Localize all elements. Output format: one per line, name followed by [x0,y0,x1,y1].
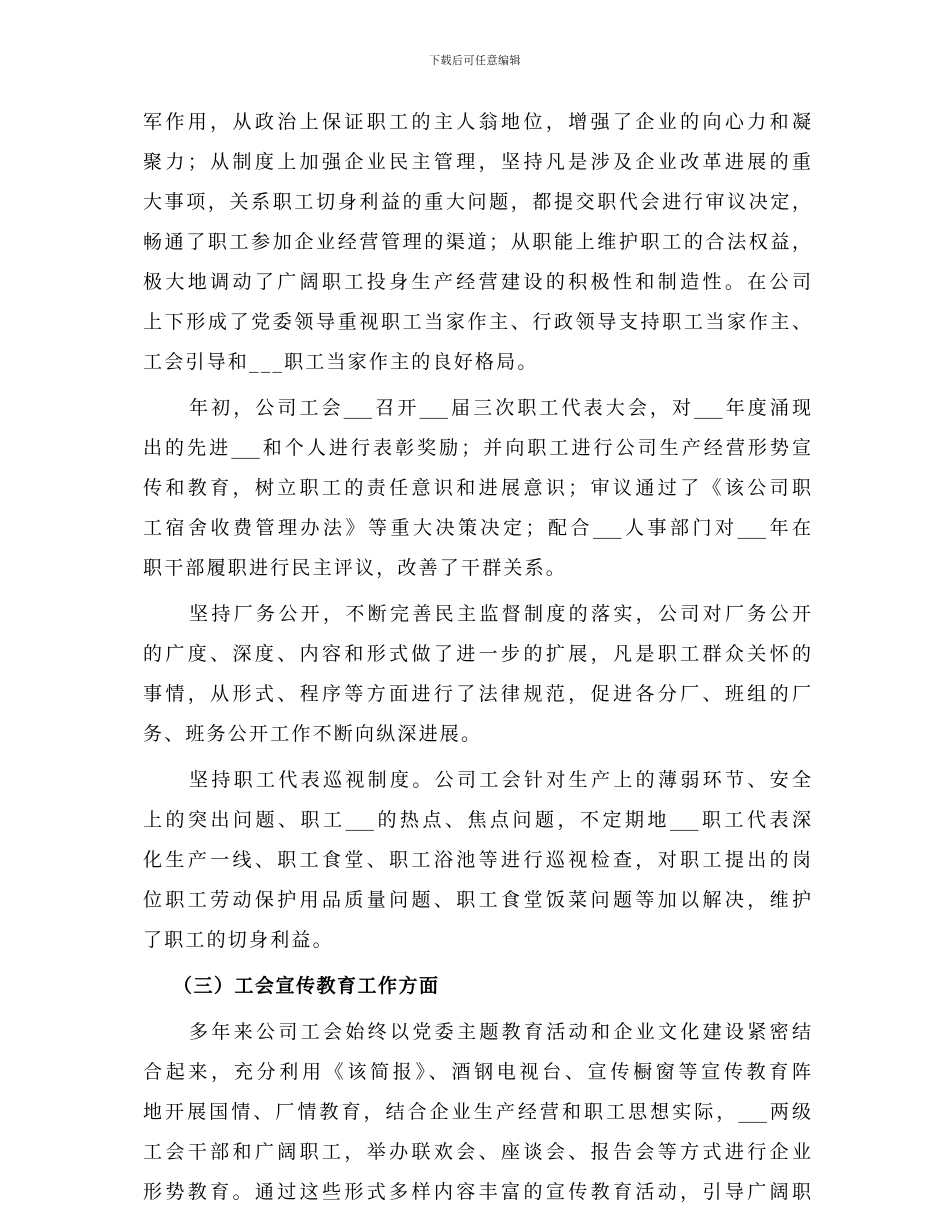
text-line: 职干部履职进行民主评议，改善了干群关系。 [143,557,568,579]
text-line: 化生产一线、职工食堂、职工浴池等进行巡视检查，对职工提出的岗 [143,849,811,871]
text-line: 上下形成了党委领导重视职工当家作主、行政领导支持职工当家作主、 [143,311,811,333]
text-line: 聚力；从制度上加强企业民主管理，坚持凡是涉及企业改革进展的重 [143,151,811,173]
text-line: 了职工的切身利益。 [143,929,334,951]
text-line: 工会干部和广阔职工，举办联欢会、座谈会、报告会等方式进行企业 [143,1141,811,1163]
text-line: 大事项，关系职工切身利益的重大问题，都提交职代会进行审议决定， [143,191,811,213]
text-line: 工会引导和___职工当家作主的良好格局。 [143,351,539,373]
paragraph-first-line: 坚持职工代表巡视制度。公司工会针对生产上的薄弱环节、安全 [189,769,811,791]
text-line: 军作用，从政治上保证职工的主人翁地位，增强了企业的向心力和凝 [143,111,811,133]
text-line: 的广度、深度、内容和形式做了进一步的扩展，凡是职工群众关怀的 [143,643,811,665]
text-line: 极大地调动了广阔职工投身生产经营建设的积极性和制造性。在公司 [143,271,811,293]
text-line: 务、班务公开工作不断向纵深进展。 [143,723,483,745]
text-line: 传和教育，树立职工的责任意识和进展意识；审议通过了《该公司职 [143,477,811,499]
text-line: 畅通了职工参加企业经营管理的渠道；从职能上维护职工的合法权益， [143,231,811,253]
text-line: 合起来，充分利用《该简报》、酒钢电视台、宣传橱窗等宣传教育阵 [143,1061,811,1083]
section-heading: （三）工会宣传教育工作方面 [173,975,440,997]
text-line: 出的先进___和个人进行表彰奖励；并向职工进行公司生产经营形势宣 [143,437,811,459]
text-line: 形势教育。通过这些形式多样内容丰富的宣传教育活动，引导广阔职 [143,1181,811,1203]
text-line: 工宿舍收费管理办法》等重大决策决定；配合___人事部门对___年在 [143,517,811,539]
paragraph-first-line: 坚持厂务公开，不断完善民主监督制度的落实，公司对厂务公开 [189,603,811,625]
text-line: 事情，从形式、程序等方面进行了法律规范，促进各分厂、班组的厂 [143,683,811,705]
paragraph-first-line: 多年来公司工会始终以党委主题教育活动和企业文化建设紧密结 [189,1021,811,1043]
text-line: 上的突出问题、职工___的热点、焦点问题，不定期地___职工代表深 [143,809,811,831]
page-header: 下载后可任意编辑 [429,54,521,67]
text-line: 位职工劳动保护用品质量问题、职工食堂饭菜问题等加以解决，维护 [143,889,811,911]
paragraph-first-line: 年初，公司工会___召开___届三次职工代表大会，对___年度涌现 [189,397,811,419]
text-line: 地开展国情、厂情教育，结合企业生产经营和职工思想实际，___两级 [143,1101,811,1123]
